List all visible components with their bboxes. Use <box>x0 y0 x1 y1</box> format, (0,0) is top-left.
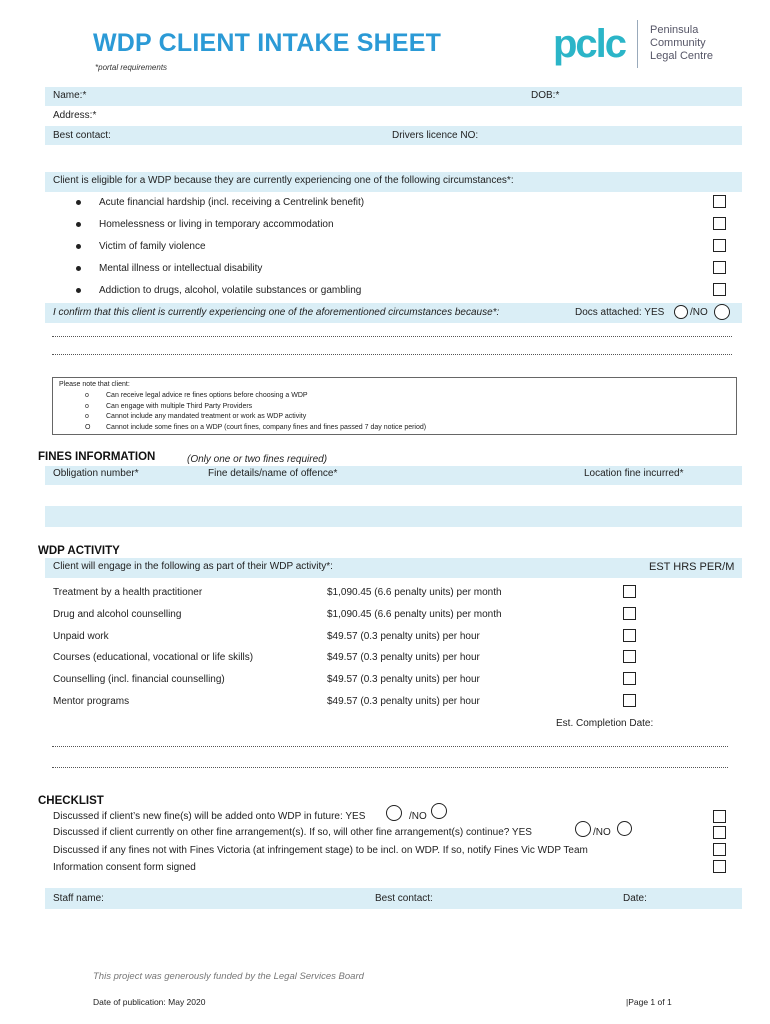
other-arrangement-yes-radio[interactable] <box>575 821 591 837</box>
new-fines-no-radio[interactable] <box>431 803 447 819</box>
docs-no-radio[interactable] <box>714 304 730 320</box>
fines-entry-row[interactable] <box>45 506 742 527</box>
new-fines-no-label: /NO <box>409 811 427 822</box>
checklist-checkbox-fines-victoria[interactable] <box>713 843 726 856</box>
activity-rate: $1,090.45 (6.6 penalty units) per month <box>327 609 502 620</box>
bullet-icon <box>76 222 81 227</box>
activity-checkbox-courses[interactable] <box>623 650 636 663</box>
note-marker: o <box>85 403 89 410</box>
eligibility-checkbox-violence[interactable] <box>713 239 726 252</box>
fines-heading: FINES INFORMATION <box>38 451 156 463</box>
activity-name: Mentor programs <box>53 696 130 707</box>
activity-name: Courses (educational, vocational or life skills) <box>53 652 254 663</box>
checklist-checkbox-new-fines[interactable] <box>713 810 726 823</box>
checklist-heading: CHECKLIST <box>38 795 104 807</box>
logo-line-1: Peninsula <box>650 24 699 36</box>
eligibility-item: Acute financial hardship (incl. receiving a Centrelink benefit) <box>99 197 365 208</box>
note-marker: O <box>85 424 91 431</box>
eligibility-checkbox-mental-illness[interactable] <box>713 261 726 274</box>
eligibility-item: Addiction to drugs, alcohol, volatile substances or gambling <box>99 285 362 296</box>
fines-hint: (Only one or two fines required) <box>187 454 328 465</box>
page-number: |Page 1 of 1 <box>626 997 672 1007</box>
completion-line-1[interactable] <box>52 746 728 747</box>
activity-rate: $49.57 (0.3 penalty units) per hour <box>327 696 480 707</box>
reason-line-2[interactable] <box>52 354 732 355</box>
logo-divider <box>637 20 638 68</box>
location-label: Location fine incurred* <box>584 468 684 479</box>
reason-line-1[interactable] <box>52 336 732 337</box>
other-arrangement-no-label: /NO <box>593 827 611 838</box>
activity-rate: $1,090.45 (6.6 penalty units) per month <box>327 587 502 598</box>
activity-checkbox-counselling[interactable] <box>623 672 636 685</box>
activity-checkbox-treatment[interactable] <box>623 585 636 598</box>
eligibility-checkbox-addiction[interactable] <box>713 283 726 296</box>
note-item: Cannot include some fines on a WDP (court fines, company fines and fines passed 7 day notice period) <box>106 424 427 431</box>
logo-line-2: Community <box>650 37 706 49</box>
checklist-item-consent: Information consent form signed <box>53 862 196 873</box>
activity-checkbox-mentor[interactable] <box>623 694 636 707</box>
activity-name: Counselling (incl. financial counselling) <box>53 674 225 685</box>
activity-intro: Client will engage in the following as part of their WDP activity*: <box>53 561 333 572</box>
logo-text <box>650 24 713 63</box>
activity-checkbox-drug-alcohol[interactable] <box>623 607 636 620</box>
new-fines-yes-radio[interactable] <box>386 805 402 821</box>
note-item: Cannot include any mandated treatment or work as WDP activity <box>106 413 307 420</box>
staff-name-label: Staff name: <box>53 893 104 904</box>
eligibility-checkbox-homelessness[interactable] <box>713 217 726 230</box>
docs-yes-radio[interactable] <box>674 305 688 319</box>
logo-line-3: Legal Centre <box>650 50 713 62</box>
eligibility-heading: Client is eligible for a WDP because they are currently experiencing one of the following circumstances*: <box>53 175 514 186</box>
page-title: WDP CLIENT INTAKE SHEET <box>93 29 442 57</box>
confirm-statement: I confirm that this client is currently experiencing one of the aforementioned circumstances because*: <box>53 307 500 318</box>
note-item: Can receive legal advice re fines options before choosing a WDP <box>106 392 308 399</box>
dob-label: DOB:* <box>531 90 560 101</box>
note-item: Can engage with multiple Third Party Providers <box>106 403 253 410</box>
docs-no-label: /NO <box>690 307 708 318</box>
est-hours-header: EST HRS PER/M <box>649 561 735 573</box>
drivers-licence-label: Drivers licence NO: <box>392 130 479 141</box>
checklist-item-new-fines: Discussed if client’s new fine(s) will be added onto WDP in future: YES <box>53 811 366 822</box>
eligibility-item: Victim of family violence <box>99 241 206 252</box>
note-marker: o <box>85 413 89 420</box>
pclc-logo: pclc <box>553 22 626 66</box>
bullet-icon <box>76 266 81 271</box>
checklist-checkbox-consent[interactable] <box>713 860 726 873</box>
checklist-checkbox-other-arrangement[interactable] <box>713 826 726 839</box>
activity-rate: $49.57 (0.3 penalty units) per hour <box>327 652 480 663</box>
funding-note: This project was generously funded by the Legal Services Board <box>93 971 364 982</box>
address-label: Address:* <box>53 110 97 121</box>
activity-name: Unpaid work <box>53 631 109 642</box>
checklist-item-fines-victoria: Discussed if any fines not with Fines Victoria (at infringement stage) to be incl. on WDP. If so, notify Fines Vic WDP Team <box>53 845 588 856</box>
activity-name: Treatment by a health practitioner <box>53 587 203 598</box>
fine-details-label: Fine details/name of offence* <box>208 468 338 479</box>
other-arrangement-no-radio[interactable] <box>617 821 632 836</box>
bullet-icon <box>76 244 81 249</box>
activity-name: Drug and alcohol counselling <box>53 609 182 620</box>
name-label: Name:* <box>53 90 87 101</box>
checklist-item-other-arrangement: Discussed if client currently on other fine arrangement(s). If so, will other fine arrangement(s) continue? YES <box>53 827 532 838</box>
docs-attached-label: Docs attached: YES <box>575 307 665 318</box>
note-intro: Please note that client: <box>59 381 130 388</box>
portal-note: *portal requirements <box>95 63 168 72</box>
activity-rate: $49.57 (0.3 penalty units) per hour <box>327 631 480 642</box>
activity-rate: $49.57 (0.3 penalty units) per hour <box>327 674 480 685</box>
note-marker: o <box>85 392 89 399</box>
bullet-icon <box>76 288 81 293</box>
eligibility-checkbox-hardship[interactable] <box>713 195 726 208</box>
client-note-box <box>52 377 737 435</box>
staff-date-label: Date: <box>623 893 647 904</box>
name-row-band <box>45 87 742 106</box>
completion-line-2[interactable] <box>52 767 728 768</box>
completion-date-label: Est. Completion Date: <box>556 718 654 729</box>
activity-checkbox-unpaid-work[interactable] <box>623 629 636 642</box>
publication-date: Date of publication: May 2020 <box>93 997 206 1007</box>
bullet-icon <box>76 200 81 205</box>
staff-contact-label: Best contact: <box>375 893 433 904</box>
eligibility-item: Mental illness or intellectual disability <box>99 263 263 274</box>
obligation-number-label: Obligation number* <box>53 468 139 479</box>
best-contact-label: Best contact: <box>53 130 111 141</box>
eligibility-item: Homelessness or living in temporary accommodation <box>99 219 334 230</box>
activity-heading: WDP ACTIVITY <box>38 545 120 557</box>
